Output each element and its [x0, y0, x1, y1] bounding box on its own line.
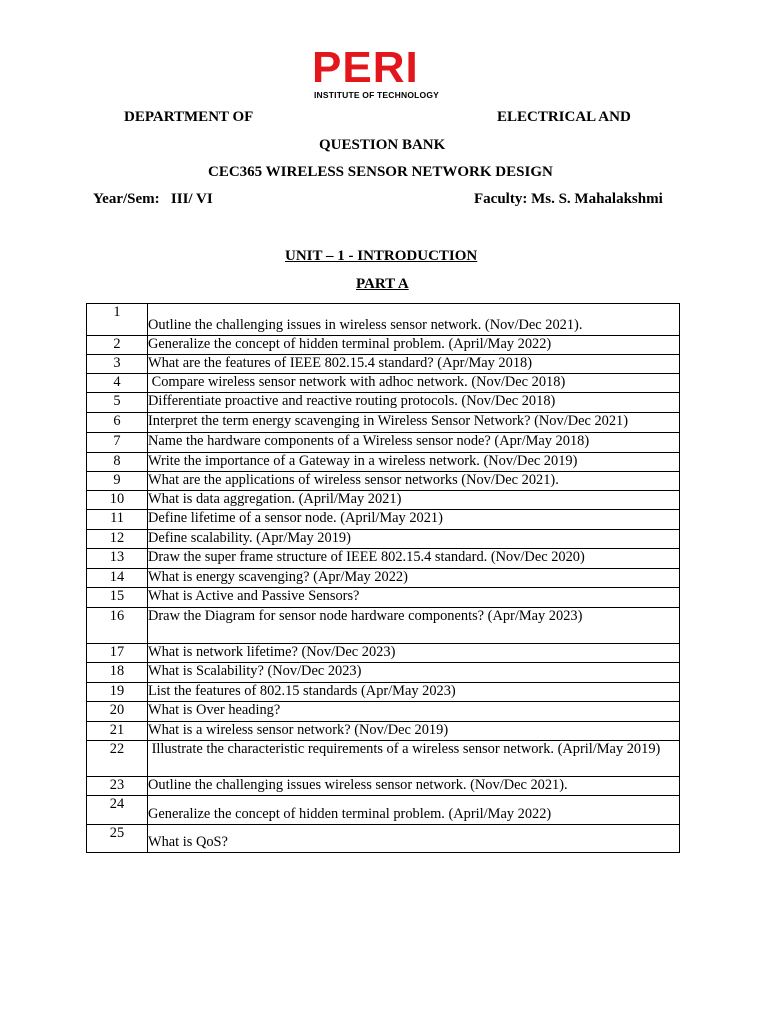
question-row	[87, 644, 680, 663]
question-text: What is Active and Passive Sensors?	[148, 588, 680, 608]
question-table	[86, 303, 680, 853]
document-type: QUESTION BANK	[319, 137, 446, 153]
question-text: Differentiate proactive and reactive routing protocols. (Nov/Dec 2018)	[148, 393, 680, 413]
question-text: Outline the challenging issues in wireless sensor network. (Nov/Dec 2021).	[148, 304, 680, 336]
question-text: List the features of 802.15 standards (Apr/May 2023)	[148, 683, 680, 702]
question-text: Draw the Diagram for sensor node hardware components? (Apr/May 2023)	[148, 608, 680, 644]
question-number: 6	[87, 413, 148, 433]
question-text: Define lifetime of a sensor node. (April/May 2021)	[148, 510, 680, 530]
question-number: 7	[87, 433, 148, 453]
faculty-name: Faculty: Ms. S. Mahalakshmi	[474, 191, 663, 207]
question-row	[87, 355, 680, 374]
question-number: 22	[87, 741, 148, 777]
unit-heading: UNIT – 1 - INTRODUCTION	[285, 248, 478, 264]
question-number: 8	[87, 453, 148, 472]
question-text: What is data aggregation. (April/May 2021)	[148, 491, 680, 510]
logo-wordmark: PERI	[312, 43, 419, 92]
question-row	[87, 722, 680, 741]
question-text: Generalize the concept of hidden terminal problem. (April/May 2022)	[148, 796, 680, 825]
question-text: Outline the challenging issues wireless sensor network. (Nov/Dec 2021).	[148, 777, 680, 796]
department-name: ELECTRICAL AND	[497, 109, 631, 125]
question-text: What are the features of IEEE 802.15.4 standard? (Apr/May 2018)	[148, 355, 680, 374]
question-row	[87, 304, 680, 336]
question-number: 2	[87, 336, 148, 355]
question-number: 20	[87, 702, 148, 722]
question-row	[87, 702, 680, 722]
question-text: What are the applications of wireless sensor networks (Nov/Dec 2021).	[148, 472, 680, 491]
question-number: 14	[87, 569, 148, 588]
question-number: 21	[87, 722, 148, 741]
question-row	[87, 374, 680, 393]
question-number: 11	[87, 510, 148, 530]
question-text: Interpret the term energy scavenging in Wireless Sensor Network? (Nov/Dec 2021)	[148, 413, 680, 433]
question-number: 13	[87, 549, 148, 569]
question-number: 12	[87, 530, 148, 549]
peri-logo	[312, 43, 440, 100]
question-row	[87, 472, 680, 491]
question-text: What is a wireless sensor network? (Nov/Dec 2019)	[148, 722, 680, 741]
question-number: 25	[87, 825, 148, 853]
question-number: 15	[87, 588, 148, 608]
question-row	[87, 336, 680, 355]
question-text: Write the importance of a Gateway in a wireless network. (Nov/Dec 2019)	[148, 453, 680, 472]
part-heading: PART A	[356, 276, 409, 292]
question-text: What is Scalability? (Nov/Dec 2023)	[148, 663, 680, 683]
question-row	[87, 491, 680, 510]
question-text: What is QoS?	[148, 825, 680, 853]
question-number: 5	[87, 393, 148, 413]
question-row	[87, 393, 680, 413]
question-number: 4	[87, 374, 148, 393]
question-number: 10	[87, 491, 148, 510]
question-row	[87, 741, 680, 777]
question-number: 16	[87, 608, 148, 644]
question-text: Illustrate the characteristic requirements of a wireless sensor network. (April/May 2019)	[148, 741, 680, 777]
question-number: 1	[87, 304, 148, 336]
department-label: DEPARTMENT OF	[124, 109, 254, 125]
question-text: Define scalability. (Apr/May 2019)	[148, 530, 680, 549]
question-row	[87, 683, 680, 702]
year-semester: Year/Sem: III/ VI	[93, 191, 213, 207]
question-row	[87, 588, 680, 608]
question-row	[87, 777, 680, 796]
question-row	[87, 569, 680, 588]
question-row	[87, 433, 680, 453]
question-text: Compare wireless sensor network with adhoc network. (Nov/Dec 2018)	[148, 374, 680, 393]
question-row	[87, 608, 680, 644]
question-row	[87, 796, 680, 825]
question-row	[87, 663, 680, 683]
question-number: 18	[87, 663, 148, 683]
course-title: CEC365 WIRELESS SENSOR NETWORK DESIGN	[208, 164, 553, 180]
question-row	[87, 825, 680, 853]
question-row	[87, 530, 680, 549]
question-number: 17	[87, 644, 148, 663]
question-text: Generalize the concept of hidden terminal problem. (April/May 2022)	[148, 336, 680, 355]
question-number: 9	[87, 472, 148, 491]
question-number: 19	[87, 683, 148, 702]
question-text: What is energy scavenging? (Apr/May 2022)	[148, 569, 680, 588]
question-number: 24	[87, 796, 148, 825]
question-number: 3	[87, 355, 148, 374]
question-row	[87, 413, 680, 433]
question-text: What is Over heading?	[148, 702, 680, 722]
question-text: Draw the super frame structure of IEEE 802.15.4 standard. (Nov/Dec 2020)	[148, 549, 680, 569]
question-text: What is network lifetime? (Nov/Dec 2023)	[148, 644, 680, 663]
question-row	[87, 510, 680, 530]
question-number: 23	[87, 777, 148, 796]
question-row	[87, 549, 680, 569]
question-row	[87, 453, 680, 472]
logo-subtitle: INSTITUTE OF TECHNOLOGY	[314, 90, 440, 100]
question-text: Name the hardware components of a Wireless sensor node? (Apr/May 2018)	[148, 433, 680, 453]
